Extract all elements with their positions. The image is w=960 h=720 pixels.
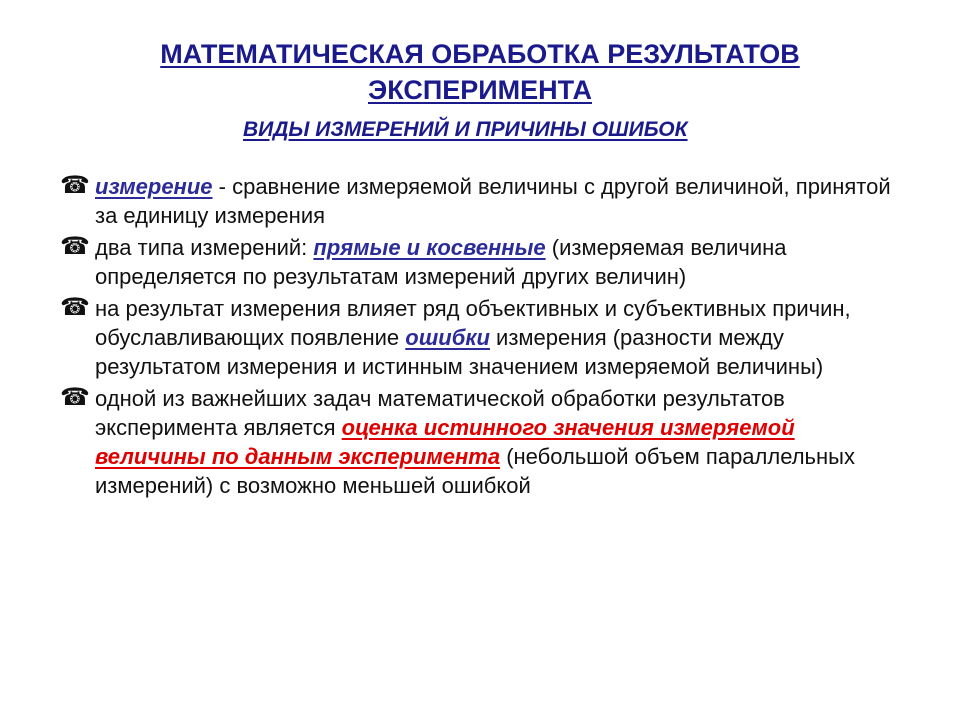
bullet-text: два типа измерений: [95, 235, 314, 260]
bullet-text: на результат измерения влияет ряд объективных и субъективных причин, обуславливающих появление [95, 296, 851, 350]
slide-title [0, 36, 960, 108]
term-direct-indirect: прямые и косвенные [313, 235, 546, 260]
bullet-item-task [60, 384, 910, 500]
bullet-item-types [60, 233, 910, 291]
term-true-value-estimate: оценка истинного значения измеряемой величины по данным эксперимента [95, 415, 795, 469]
term-errors: ошибки [405, 325, 490, 350]
telephone-icon: ☎ [60, 384, 90, 411]
title-line-2: ЭКСПЕРИМЕНТА [368, 75, 592, 105]
bullet-text: одной из важнейших задач математической обработки результатов эксперимента является [95, 386, 785, 440]
telephone-icon: ☎ [60, 172, 90, 199]
bullet-list [60, 172, 910, 500]
term-measurement: измерение [95, 174, 213, 199]
bullet-item-errors [60, 294, 910, 381]
bullet-text: (измеряемая величина определяется по результатам измерений других величин) [95, 235, 787, 289]
bullet-text: (небольшой объем параллельных измерений) с возможно меньшей ошибкой [95, 444, 855, 498]
bullet-text: измерения (разности между результатом измерения и истинным значением измеряемой величины) [95, 325, 824, 379]
title-line-1: МАТЕМАТИЧЕСКАЯ ОБРАБОТКА РЕЗУЛЬТАТОВ [160, 39, 800, 69]
bullet-item-definition [60, 172, 910, 230]
telephone-icon: ☎ [60, 294, 90, 321]
slide-subtitle: ВИДЫ ИЗМЕРЕНИЙ И ПРИЧИНЫ ОШИБОК [243, 118, 688, 141]
bullet-text: - сравнение измеряемой величины с другой величиной, принятой за единицу измерения [95, 174, 891, 228]
telephone-icon: ☎ [60, 233, 90, 260]
